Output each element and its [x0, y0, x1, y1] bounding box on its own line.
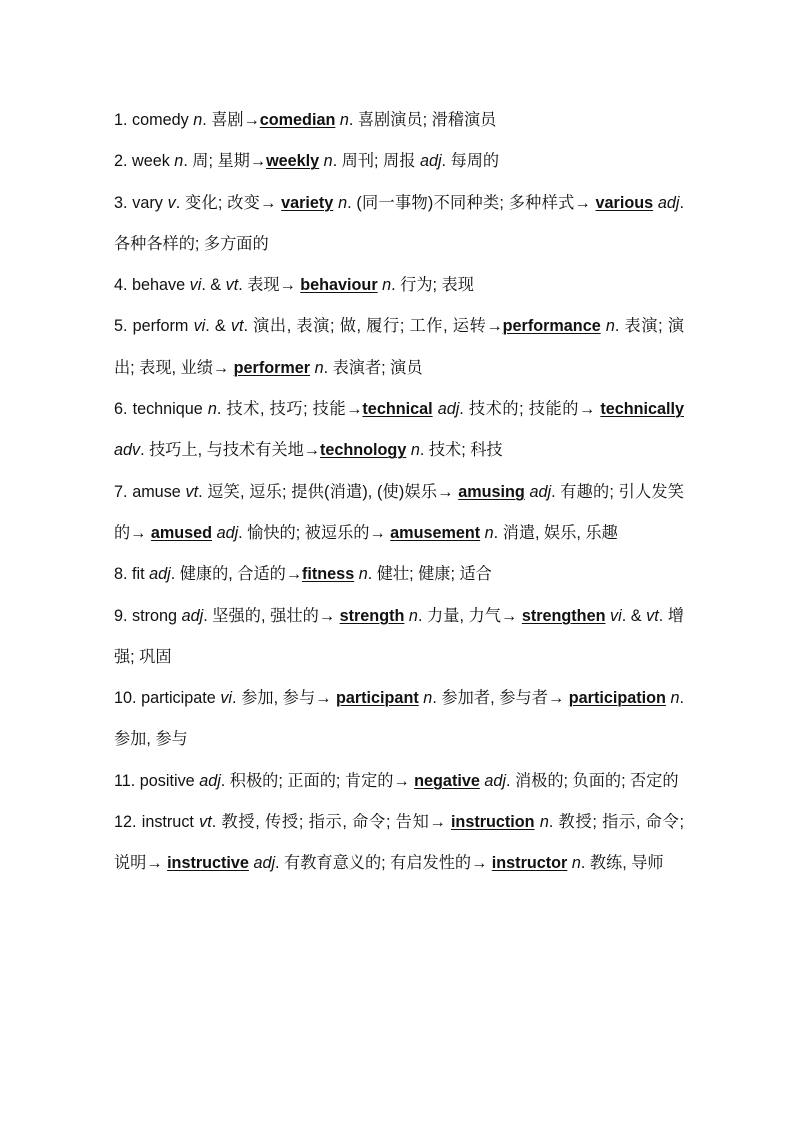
- part-of-speech: n: [174, 152, 184, 171]
- vocab-entry: [114, 141, 684, 182]
- derived-word: comedian: [259, 111, 336, 129]
- vocab-entry: [114, 100, 684, 141]
- entry-text: . 技术, 技巧; 技能→: [216, 400, 363, 419]
- entry-text: . 教练, 导师: [580, 854, 664, 873]
- entry-text: . 技术; 科技: [419, 441, 503, 460]
- entry-text: 5. perform: [114, 317, 194, 336]
- vocab-entry: [114, 306, 684, 389]
- part-of-speech: vi: [220, 689, 233, 708]
- part-of-speech: adj: [529, 482, 552, 501]
- vocab-entry: [114, 472, 684, 555]
- entry-text: . 喜剧→: [202, 111, 260, 129]
- part-of-speech: n: [323, 152, 333, 171]
- part-of-speech: n: [314, 358, 324, 377]
- part-of-speech: n: [605, 317, 615, 336]
- entry-text: 12. instruct: [114, 813, 200, 832]
- part-of-speech: vt: [185, 482, 199, 501]
- entry-text: . 积极的; 正面的; 肯定的→: [220, 771, 415, 790]
- part-of-speech: v: [167, 193, 176, 212]
- vocab-entry: [114, 596, 684, 679]
- entry-text: . 教授; 指示, 命令; 说明→: [114, 813, 684, 873]
- entry-text: . 喜剧演员; 滑稽演员: [348, 111, 497, 129]
- entry-text: . 有趣的; 引人发笑的→: [114, 482, 684, 542]
- derived-word: instructive: [167, 854, 249, 873]
- part-of-speech: adj: [253, 854, 276, 873]
- entry-text: 10. participate: [114, 689, 221, 708]
- part-of-speech: n: [423, 689, 433, 708]
- part-of-speech: vi: [189, 276, 202, 295]
- entry-text: . 行为; 表现: [391, 276, 474, 295]
- part-of-speech: n: [193, 111, 203, 129]
- entry-text: . &: [621, 606, 647, 625]
- derived-word: various: [595, 193, 654, 212]
- entry-text: . 健壮; 健康; 适合: [367, 565, 492, 584]
- derived-word: variety: [281, 193, 334, 212]
- entry-text: . &: [201, 276, 226, 295]
- part-of-speech: n: [339, 111, 349, 129]
- entry-text: 6. technique: [114, 400, 208, 419]
- derived-word: negative: [414, 771, 480, 790]
- derived-word: performance: [502, 317, 601, 336]
- part-of-speech: adj: [149, 565, 171, 584]
- derived-word: participation: [568, 689, 666, 708]
- derived-word: amusing: [458, 482, 525, 501]
- derived-word: technically: [600, 400, 685, 419]
- part-of-speech: adj: [419, 152, 442, 171]
- vocab-entry: [114, 554, 684, 595]
- entry-text: 8. fit: [114, 565, 150, 584]
- entry-text: . 愉快的; 被逗乐的→: [238, 523, 391, 542]
- entry-text: . 技术的; 技能的→: [459, 400, 601, 419]
- entry-text: . 有教育意义的; 有启发性的→: [275, 854, 492, 873]
- derived-word: participant: [335, 689, 419, 708]
- entry-text: . 参加, 参与→: [232, 689, 336, 708]
- part-of-speech: adj: [181, 606, 204, 625]
- vocabulary-list: [114, 100, 684, 885]
- part-of-speech: n: [410, 441, 420, 460]
- entry-text: . 周刊; 周报: [332, 152, 420, 171]
- entry-text: . 参加者, 参与者→: [432, 689, 569, 708]
- part-of-speech: n: [539, 813, 549, 832]
- entry-text: 9. strong: [114, 606, 182, 625]
- entry-text: 11. positive: [114, 771, 200, 790]
- entry-text: . 表现→: [238, 276, 301, 295]
- entry-text: . 变化; 改变→: [175, 193, 282, 212]
- part-of-speech: n: [382, 276, 392, 295]
- entry-text: . 各种各样的; 多方面的: [114, 193, 685, 253]
- entry-text: . 力量, 力气→: [417, 606, 522, 625]
- part-of-speech: vi: [193, 317, 206, 336]
- derived-word: instruction: [450, 813, 535, 832]
- entry-text: . 消极的; 负面的; 否定的: [505, 771, 679, 790]
- part-of-speech: adj: [199, 771, 221, 790]
- entry-text: 4. behave: [114, 276, 190, 295]
- entry-text: . 表演者; 演员: [323, 358, 423, 377]
- entry-text: . 消遣, 娱乐, 乐趣: [493, 523, 618, 542]
- derived-word: technical: [362, 400, 433, 419]
- part-of-speech: n: [358, 565, 368, 584]
- entry-text: . 每周的: [441, 152, 500, 171]
- derived-word: strengthen: [521, 606, 606, 625]
- derived-word: performer: [233, 358, 311, 377]
- part-of-speech: vt: [225, 276, 239, 295]
- entry-text: . 逗笑, 逗乐; 提供(消遣), (使)娱乐→: [198, 482, 459, 501]
- entry-text: . 教授, 传授; 指示, 命令; 告知→: [211, 813, 451, 832]
- vocab-entry: [114, 802, 684, 885]
- vocab-entry: [114, 265, 684, 306]
- derived-word: amusement: [390, 523, 481, 542]
- part-of-speech: n: [207, 400, 217, 419]
- part-of-speech: vi: [610, 606, 622, 625]
- entry-text: . (同一事物)不同种类; 多种样式→: [347, 193, 596, 212]
- entry-text: . 技巧上, 与技术有关地→: [140, 441, 320, 460]
- entry-text: . 周; 星期→: [183, 152, 267, 171]
- part-of-speech: n: [408, 606, 418, 625]
- part-of-speech: n: [670, 689, 680, 708]
- part-of-speech: adj: [216, 523, 239, 542]
- entry-text: . 增强; 巩固: [114, 606, 684, 666]
- part-of-speech: adj: [437, 400, 460, 419]
- entry-text: . 健康的, 合适的→: [170, 565, 303, 584]
- entry-text: 7. amuse: [114, 482, 186, 501]
- entry-text: 2. week: [114, 152, 175, 171]
- vocab-entry: [114, 678, 684, 761]
- part-of-speech: adj: [657, 193, 680, 212]
- part-of-speech: vt: [199, 813, 212, 832]
- entry-text: . 坚强的, 强壮的→: [203, 606, 340, 625]
- derived-word: technology: [319, 441, 407, 460]
- derived-word: amused: [150, 523, 213, 542]
- vocab-entry: [114, 183, 684, 266]
- derived-word: weekly: [266, 152, 320, 171]
- entry-text: . 表演; 演出; 表现, 业绩→: [114, 317, 685, 377]
- derived-word: behaviour: [300, 276, 378, 295]
- part-of-speech: n: [484, 523, 494, 542]
- part-of-speech: vt: [646, 606, 659, 625]
- part-of-speech: n: [571, 854, 581, 873]
- vocab-entry: [114, 389, 684, 472]
- derived-word: instructor: [491, 854, 568, 873]
- entry-text: 1. comedy: [114, 111, 194, 129]
- entry-text: . 演出, 表演; 做, 履行; 工作, 运转→: [243, 317, 503, 336]
- part-of-speech: adj: [484, 771, 506, 790]
- entry-text: 3. vary: [114, 193, 168, 212]
- vocab-entry: [114, 761, 684, 802]
- derived-word: strength: [339, 606, 405, 625]
- part-of-speech: n: [338, 193, 348, 212]
- derived-word: fitness: [302, 565, 355, 584]
- entry-text: . 参加, 参与: [114, 689, 684, 749]
- part-of-speech: adv: [114, 441, 141, 460]
- entry-text: . &: [205, 317, 231, 336]
- part-of-speech: vt: [230, 317, 244, 336]
